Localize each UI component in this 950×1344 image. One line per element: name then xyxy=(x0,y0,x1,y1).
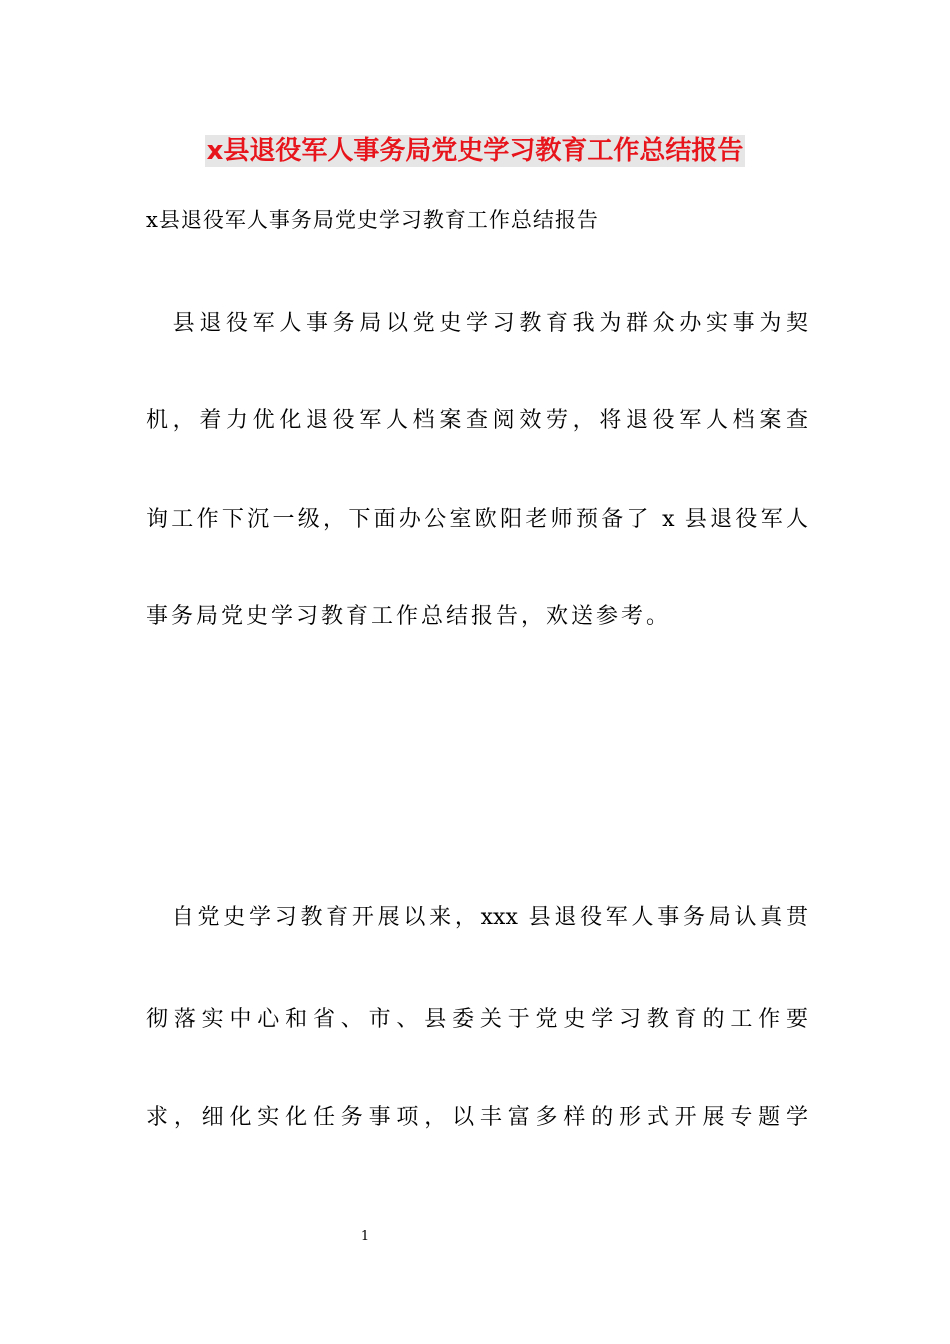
paragraph1-line-3: 询工作下沉一级，下面办公室欧阳老师预备了 x 县退役军人 xyxy=(146,507,808,532)
document-subtitle: x县退役军人事务局党史学习教育工作总结报告 xyxy=(146,208,599,232)
paragraph1-line-2: 机，着力优化退役军人档案查阅效劳，将退役军人档案查 xyxy=(146,408,808,433)
paragraph2-line-1: 自党史学习教育开展以来，xxx 县退役军人事务局认真贯 xyxy=(146,905,808,930)
paragraph2-line-2: 彻落实中心和省、市、县委关于党史学习教育的工作要 xyxy=(146,1007,808,1032)
paragraph1-line-4: 事务局党史学习教育工作总结报告，欢送参考。 xyxy=(146,604,672,629)
title-container xyxy=(0,135,950,167)
page-number: 1 xyxy=(360,1229,370,1244)
document-title: x县退役军人事务局党史学习教育工作总结报告 xyxy=(206,136,744,166)
paragraph2-line-3: 求，细化实化任务事项，以丰富多样的形式开展专题学 xyxy=(146,1105,808,1130)
paragraph1-line-1: 县退役军人事务局以党史学习教育我为群众办实事为契 xyxy=(146,311,808,336)
